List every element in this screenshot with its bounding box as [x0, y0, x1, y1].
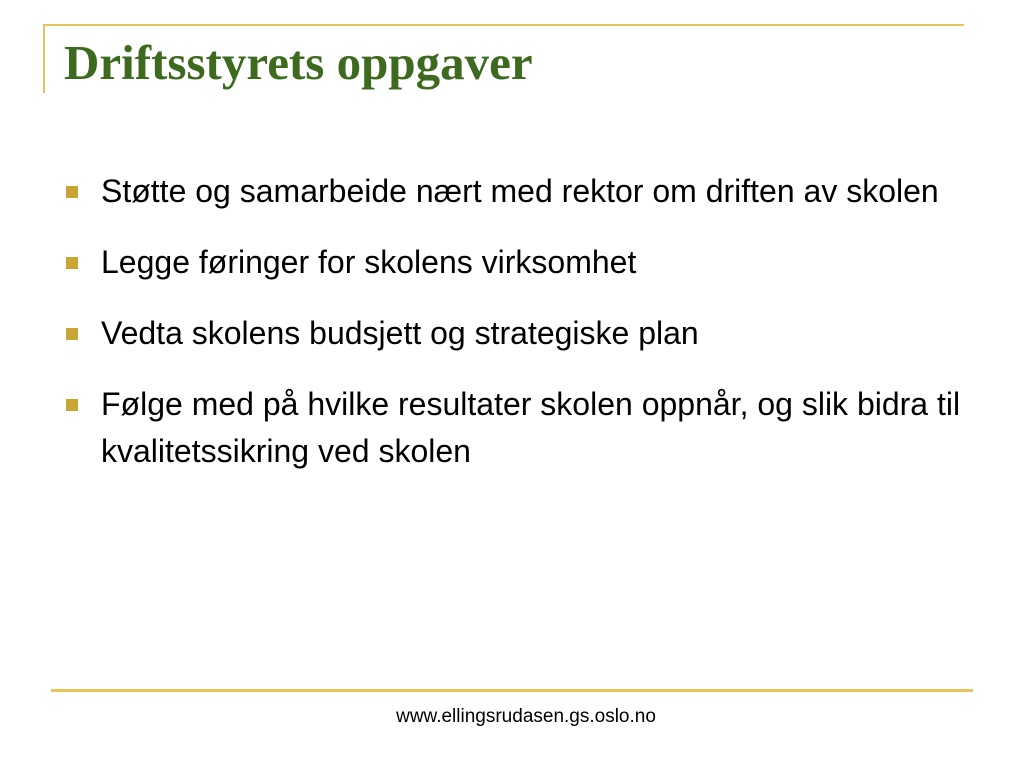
bullet-list: [64, 168, 984, 499]
square-bullet-icon: [66, 328, 78, 340]
title-frame-top-line: [43, 24, 964, 26]
title-frame-left-line: [43, 24, 45, 93]
bullet-item: [64, 168, 984, 215]
bullet-text: Legge føringer for skolens virksomhet: [101, 244, 637, 280]
bullet-item: [64, 310, 984, 357]
square-bullet-icon: [66, 399, 78, 411]
bullet-item: [64, 239, 984, 286]
bullet-text: Vedta skolens budsjett og strategiske plan: [101, 315, 699, 351]
bullet-item: [64, 381, 984, 475]
footer-url: www.ellingsrudasen.gs.oslo.no: [396, 706, 656, 727]
square-bullet-icon: [66, 257, 78, 269]
square-bullet-icon: [66, 186, 78, 198]
slide-title: Driftsstyrets oppgaver: [64, 35, 533, 90]
footer-divider: [51, 689, 973, 692]
bullet-text: Følge med på hvilke resultater skolen oppnår, og slik bidra til kvalitetssikring ved skolen: [101, 386, 961, 469]
bullet-text: Støtte og samarbeide nært med rektor om driften av skolen: [101, 173, 939, 209]
